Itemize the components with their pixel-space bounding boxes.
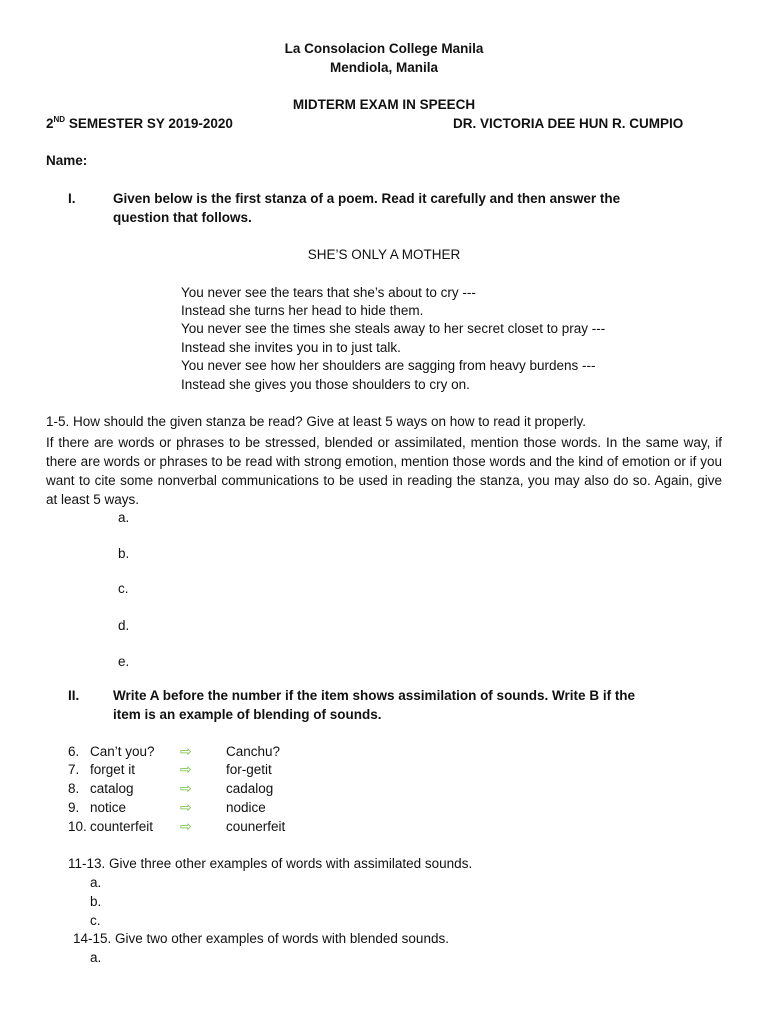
right-arrow-icon: ⇨: [180, 743, 192, 759]
question-1-5-body: If there are words or phrases to be stressed, blended or assimilated, mention those words. In the same way, if there are words or phrases to be read with strong emotion, mention those words and the kind of emotion or if you want to cite some nonverbal communications to be used in reading the stanza, you may also do so. Again, give at least 5 ways.: [46, 435, 722, 507]
exam-title: MIDTERM EXAM IN SPEECH: [292, 97, 476, 112]
poem-title: SHE’S ONLY A MOTHER: [307, 247, 461, 262]
school-name: La Consolacion College Manila: [284, 41, 484, 56]
item-phrase: counterfeit: [90, 819, 154, 834]
item-result: cadalog: [226, 781, 274, 796]
teacher-name: DR. VICTORIA DEE HUN R. CUMPIO: [453, 116, 684, 131]
answer-label-c: c.: [90, 913, 101, 928]
answer-label-a: a.: [90, 950, 102, 965]
part2-instruction-line2: item is an example of blending of sounds.: [113, 707, 382, 722]
item-phrase: forget it: [90, 762, 136, 777]
poem-line: Instead she gives you those shoulders to cry on.: [181, 377, 470, 392]
item-phrase: Can’t you?: [90, 744, 155, 759]
part2-numeral: II.: [68, 688, 80, 703]
question-11-13: 11-13. Give three other examples of words with assimilated sounds.: [68, 856, 473, 871]
item-result: for-getit: [226, 762, 272, 777]
answer-label-b: b.: [90, 894, 102, 909]
answer-label-b: b.: [118, 546, 130, 561]
part1-numeral: I.: [68, 191, 76, 206]
item-number: 9.: [68, 800, 80, 815]
poem-line: You never see how her shoulders are sagging from heavy burdens ---: [181, 358, 596, 373]
poem-line: You never see the times she steals away to her secret closet to pray ---: [181, 321, 606, 336]
poem-line: Instead she invites you in to just talk.: [181, 340, 401, 355]
right-arrow-icon: ⇨: [180, 818, 192, 834]
part1-instruction-line2: question that follows.: [113, 210, 252, 225]
right-arrow-icon: ⇨: [180, 799, 192, 815]
question-1-5-heading: 1-5. How should the given stanza be read? Give at least 5 ways on how to read it properly.: [46, 414, 587, 429]
item-number: 7.: [68, 762, 80, 777]
right-arrow-icon: ⇨: [180, 761, 192, 777]
item-phrase: notice: [90, 800, 127, 815]
semester-number: 2: [46, 116, 54, 131]
right-arrow-icon: ⇨: [180, 780, 192, 796]
name-label: Name:: [46, 153, 88, 168]
semester-text: SEMESTER SY 2019-2020: [65, 116, 233, 131]
item-number: 8.: [68, 781, 80, 796]
answer-label-c: c.: [118, 581, 129, 596]
poem-line: You never see the tears that she’s about to cry ---: [181, 285, 476, 300]
poem-line: Instead she turns her head to hide them.: [181, 303, 424, 318]
item-phrase: catalog: [90, 781, 134, 796]
semester-suffix: ND: [53, 115, 66, 124]
answer-label-e: e.: [118, 654, 130, 669]
item-result: counerfeit: [226, 819, 286, 834]
item-result: nodice: [226, 800, 266, 815]
item-result: Canchu?: [226, 744, 281, 759]
semester-line: [46, 116, 233, 131]
school-location: Mendiola, Manila: [329, 60, 438, 75]
answer-label-a: a.: [118, 510, 130, 525]
item-number: 10.: [68, 819, 87, 834]
part1-instruction-line1: Given below is the first stanza of a poem. Read it carefully and then answer the: [113, 191, 621, 206]
answer-label-a: a.: [90, 875, 102, 890]
part2-instruction-line1: Write A before the number if the item shows assimilation of sounds. Write B if the: [113, 688, 636, 703]
item-number: 6.: [68, 744, 80, 759]
question-14-15: 14-15. Give two other examples of words with blended sounds.: [73, 931, 449, 946]
answer-label-d: d.: [118, 618, 130, 633]
